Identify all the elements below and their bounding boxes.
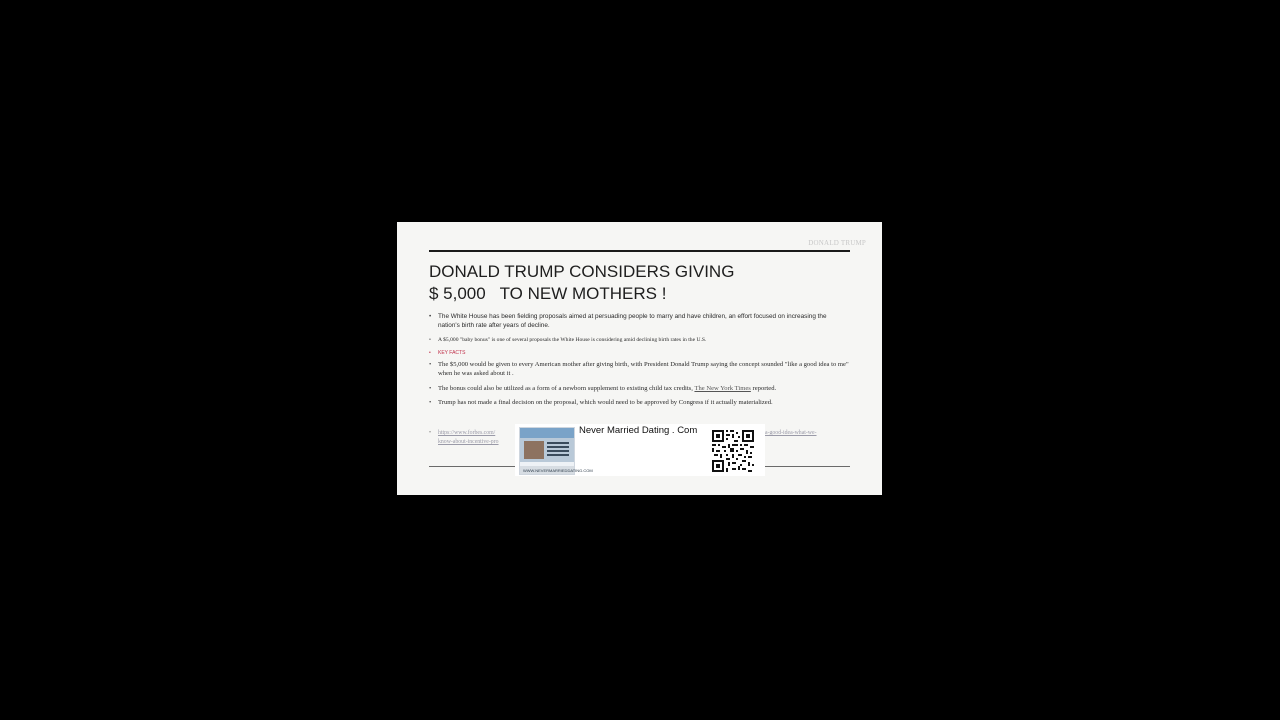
bullet-list — [429, 313, 849, 414]
key-facts-label: • KEY FACTS — [429, 349, 849, 358]
corner-watermark: DONALD TRUMP — [808, 239, 866, 247]
slide-title-line-2: $ 5,000 TO NEW MOTHERS ! — [429, 284, 667, 303]
thumb-photo — [524, 441, 544, 459]
qr-code-graphic — [711, 429, 755, 473]
source-link-part-2[interactable]: know-about-incentive-pro — [438, 439, 499, 445]
bullet-text: reported. — [750, 384, 777, 392]
website-thumbnail-icon[interactable] — [519, 427, 593, 475]
source-link-part-1[interactable]: https://www.forbes.com/ — [438, 430, 496, 436]
bullet-item: • A $5,000 "baby bonus" is one of several proposals the White House is considering amid declining birth rates in the U.S. — [429, 336, 849, 345]
bullet-item — [429, 385, 849, 394]
qr-code-icon[interactable] — [711, 429, 755, 473]
ad-title[interactable]: Never Married Dating . Com — [579, 425, 698, 436]
slide-title-line-1: DONALD TRUMP CONSIDERS GIVING — [429, 262, 735, 281]
source-link-part-3[interactable]: a-good-idea-what-we- — [765, 430, 817, 436]
thumb-sky — [520, 428, 574, 438]
nyt-link[interactable]: The New York Times — [694, 384, 751, 392]
bullet-item: • The White House has been fielding proposals aimed at persuading people to marry and have children, an effort focused on increasing the nation's birth rate after years of decline. — [429, 313, 849, 330]
top-divider — [429, 250, 850, 252]
thumb-text-lines — [547, 442, 569, 444]
bullet-item: • The $5,000 would be given to every American mother after giving birth, with President Donald Trump saying the concept sounded "like a good idea to me" when he was asked about it . — [429, 361, 849, 378]
bullet-dot: • — [429, 430, 432, 436]
thumb-caption: WWW.NEVERMARRIEDDATING.COM — [523, 468, 593, 473]
ad-banner[interactable] — [515, 424, 765, 476]
slide-title — [429, 261, 829, 305]
bullet-item: • Trump has not made a final decision on the proposal, which would need to be approved by Congress if it actually materialized. — [429, 399, 849, 408]
bullet-text: The bonus could also be utilized as a form of a newborn supplement to existing child tax credits, — [438, 384, 695, 392]
